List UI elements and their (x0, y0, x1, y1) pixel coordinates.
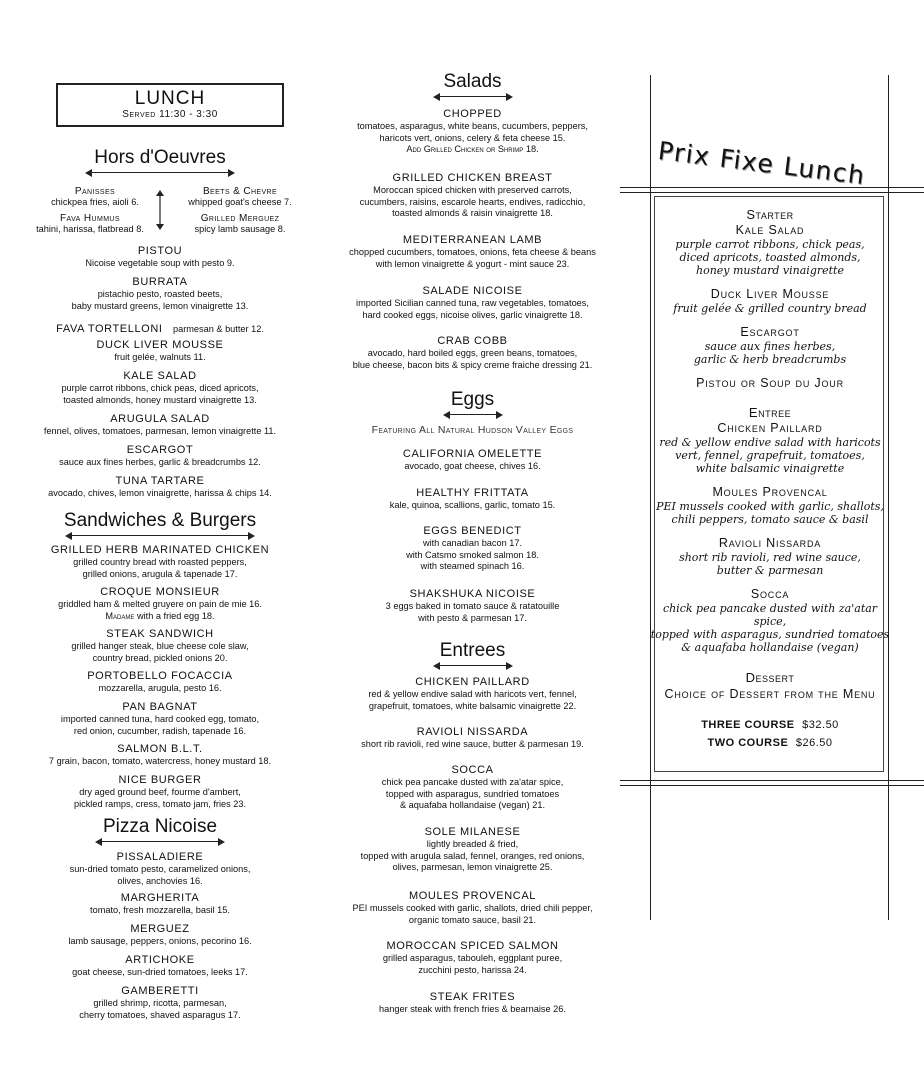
eggs-subtitle: Featuring All Natural Hudson Valley Eggs (371, 424, 574, 436)
item-variant-name: Madame (105, 610, 135, 621)
item-desc: cucumbers, raisins, escarole hearts, endives, radicchio, (359, 196, 586, 207)
eggs-title: Eggs (450, 389, 495, 410)
item-desc: grilled hanger steak, blue cheese cole slaw, (71, 641, 249, 651)
menu-item (330, 764, 615, 812)
item-name: ARUGULA SALAD (110, 413, 210, 425)
item-desc: hard cooked eggs, nicoise olives, garlic vinaigrette 18. (362, 309, 583, 320)
price-label: TWO COURSE (707, 737, 789, 749)
entrees-arrow (433, 662, 513, 670)
item-desc: grilled asparagus, tabouleh, eggplant puree, (382, 953, 563, 963)
menu-item (330, 487, 615, 512)
item-desc: organic tomato sauce, basil 21. (408, 914, 537, 925)
sandwiches-section-header (20, 510, 300, 540)
menu-item (20, 954, 300, 979)
item-name: SOCCA (451, 764, 494, 776)
item-desc: butter & parmesan (716, 564, 824, 577)
item-name: PISTOU (137, 245, 183, 257)
item-desc: purple carrot ribbons, chick peas, (675, 238, 865, 251)
item-desc: haricots vert, onions, celery & feta cheese 15. (379, 132, 566, 143)
item-name: CRAB COBB (437, 335, 508, 347)
prix-item (650, 536, 890, 577)
hors-pair-left-bottom (20, 213, 160, 235)
item-desc: olives, anchovies 16. (117, 875, 203, 886)
item-name: ESCARGOT (126, 444, 194, 456)
item-desc: purple carrot ribbons, chick peas, diced apricots, (61, 383, 259, 393)
item-name: Escargot (740, 325, 800, 339)
item-desc: spicy lamb sausage 8. (194, 224, 286, 234)
frame-line-top-2 (620, 192, 924, 193)
entrees-title: Entrees (439, 640, 506, 661)
item-name: Fava Hummus (60, 213, 120, 224)
menu-item (330, 588, 615, 624)
item-name: CALIFORNIA OMELETTE (402, 448, 543, 460)
item-desc: grilled shrimp, ricotta, parmesan, (93, 998, 227, 1008)
item-desc: pistachio pesto, roasted beets, (97, 289, 223, 299)
item-desc: zucchini pesto, harissa 24. (418, 964, 527, 975)
item-addon-price: 18. (523, 144, 539, 154)
hors-section-header (20, 147, 300, 177)
item-desc: & aquafaba hollandaise (vegan) (681, 641, 859, 654)
item-name: RAVIOLI NISSARDA (416, 726, 529, 738)
item-desc: baby mustard greens, lemon vinaigrette 13. (71, 300, 249, 311)
item-desc: with steamed spinach 16. (420, 561, 525, 571)
item-desc: country bread, pickled onions 20. (92, 652, 228, 663)
item-desc: griddled ham & melted gruyere on pain de mie 16. (58, 599, 262, 609)
item-desc: hanger steak with french fries & bearnaise 26. (379, 1004, 566, 1014)
item-desc: sauce aux fines herbes, (704, 340, 836, 353)
item-name: Chicken Paillard (717, 421, 823, 435)
menu-item (20, 743, 300, 768)
item-desc: with pesto & parmesan 17. (418, 612, 527, 623)
item-desc: parmesan & butter 12. (172, 324, 264, 334)
item-desc: chick pea pancake dusted with za'atar spice, (662, 602, 878, 628)
item-name: DUCK LIVER MOUSSE (96, 339, 224, 351)
item-name: Kale Salad (735, 223, 805, 237)
eggs-arrow (443, 411, 503, 419)
starter-heading: Starter (746, 207, 794, 222)
menu-item (20, 475, 300, 500)
item-desc: avocado, hard boiled eggs, green beans, tomatoes, (367, 348, 578, 358)
menu-item (20, 444, 300, 469)
item-desc: honey mustard vinaigrette (695, 264, 844, 277)
lunch-header-box (56, 83, 284, 127)
item-desc: fruit gelée, walnuts 11. (114, 352, 206, 362)
menu-item (20, 774, 300, 810)
item-name: HEALTHY FRITTATA (416, 487, 529, 499)
prix-item (650, 485, 890, 526)
item-desc: short rib ravioli, red wine sauce, (679, 551, 861, 564)
menu-item (330, 726, 615, 751)
item-name: STEAK FRITES (429, 991, 516, 1003)
entree-heading: Entree (748, 405, 792, 420)
item-name: Grilled Merguez (200, 213, 280, 224)
item-desc: dry aged ground beef, fourme d'ambert, (79, 787, 241, 797)
menu-item (20, 923, 300, 948)
item-variant-desc: with a fried egg 18. (134, 610, 215, 621)
item-name: KALE SALAD (123, 370, 197, 382)
item-name: SALADE NICOISE (422, 285, 523, 297)
menu-item (330, 335, 615, 371)
frame-line-bottom-1 (620, 780, 924, 781)
item-desc: diced apricots, toasted almonds, (679, 251, 861, 264)
item-desc: olives, parmesan, lemon vinaigrette 25. (392, 862, 553, 872)
frame-line-bottom-2 (620, 785, 924, 786)
item-desc: lightly breaded & fried, (426, 839, 519, 849)
item-desc: chopped cucumbers, tomatoes, onions, feta cheese & beans (349, 247, 596, 257)
prix-fixe-title: Prix Fixe Lunch (656, 136, 868, 191)
item-desc: tahini, harissa, flatbread 8. (36, 224, 144, 234)
item-desc: sauce aux fines herbes, garlic & breadcrumbs 12. (59, 457, 261, 467)
menu-item (20, 985, 300, 1021)
menu-item (20, 892, 300, 917)
item-desc: tomato, fresh mozzarella, basil 15. (90, 905, 230, 915)
item-desc: blue cheese, bacon bits & spicy creme fraiche dressing 21. (352, 359, 593, 370)
item-name: TUNA TARTARE (115, 475, 205, 487)
item-desc: topped with asparagus, sundried tomatoes (650, 628, 890, 641)
item-addon-name: Add Grilled Chicken or Shrimp (406, 144, 524, 154)
item-name: SOLE MILANESE (424, 826, 521, 838)
menu-item (20, 628, 300, 664)
item-desc: with canadian bacon 17. (422, 538, 523, 548)
item-desc: Moroccan spiced chicken with preserved carrots, (373, 185, 572, 195)
menu-item (20, 339, 300, 364)
item-desc: PEI mussels cooked with garlic, shallots, (656, 500, 884, 513)
item-name: Panisses (74, 186, 116, 197)
lunch-served-time: Served 11:30 - 3:30 (122, 109, 218, 120)
salads-section-header (330, 71, 615, 101)
item-desc: 3 eggs baked in tomato sauce & ratatouille (385, 601, 560, 611)
item-desc: mozzarella, arugula, pesto 16. (98, 683, 222, 693)
item-desc: white balsamic vinaigrette (695, 462, 845, 475)
item-desc: topped with arugula salad, fennel, oranges, red onions, (360, 850, 585, 861)
price-label: THREE COURSE (701, 719, 795, 731)
menu-item (330, 234, 615, 270)
item-name: MERGUEZ (130, 923, 190, 935)
item-name: GRILLED HERB MARINATED CHICKEN (50, 544, 270, 556)
dessert-heading: Dessert (745, 670, 795, 685)
menu-item (20, 319, 300, 337)
item-desc: 7 grain, bacon, tomato, watercress, honey mustard 18. (48, 756, 272, 766)
item-desc: cherry tomatoes, shaved asparagus 17. (79, 1009, 241, 1020)
prix-item (650, 223, 890, 277)
item-desc: fruit gelée & grilled country bread (673, 302, 867, 315)
menu-item (330, 285, 615, 321)
item-desc: kale, quinoa, scallions, garlic, tomato 15. (389, 500, 556, 510)
item-desc: chili peppers, tomato sauce & basil (671, 513, 869, 526)
sandwiches-title: Sandwiches & Burgers (63, 510, 257, 531)
item-name: CHICKEN PAILLARD (415, 676, 530, 688)
lunch-title: LUNCH (134, 88, 206, 109)
item-name: MARGHERITA (120, 892, 200, 904)
item-desc: topped with asparagus, sundried tomatoes (385, 788, 560, 799)
item-desc: grilled onions, arugula & tapenade 17. (82, 568, 238, 579)
menu-item (20, 245, 300, 270)
menu-item (330, 890, 615, 926)
prix-fixe-column (620, 0, 924, 1078)
item-name: GRILLED CHICKEN BREAST (392, 172, 553, 184)
hors-pair-right-top (180, 186, 300, 208)
item-desc: PEI mussels cooked with garlic, shallots, dried chili pepper, (352, 903, 593, 913)
item-name: Moules Provencal (712, 485, 828, 499)
menu-item (20, 670, 300, 695)
frame-line-top-1 (620, 187, 924, 188)
item-name: STEAK SANDWICH (106, 628, 214, 640)
pizza-section-header (20, 816, 300, 846)
item-name: MEDITERRANEAN LAMB (402, 234, 543, 246)
menu-item (330, 676, 615, 712)
item-name: CHOPPED (443, 108, 502, 120)
prix-item (650, 325, 890, 366)
vertical-double-arrow-icon (155, 190, 165, 230)
price-value: $32.50 (802, 719, 839, 731)
item-name: PAN BAGNAT (122, 701, 198, 713)
prix-item (650, 376, 890, 391)
pizza-title: Pizza Nicoise (102, 816, 218, 837)
item-desc: garlic & herb breadcrumbs (693, 353, 847, 366)
item-desc: fennel, olives, tomatoes, parmesan, lemon vinaigrette 11. (43, 426, 277, 436)
salads-arrow (433, 93, 513, 101)
menu-item (330, 525, 615, 573)
menu-item (20, 586, 300, 622)
menu-item (20, 701, 300, 737)
item-desc: Nicoise vegetable soup with pesto 9. (85, 258, 235, 268)
hors-arrow (85, 169, 235, 177)
dessert-item: Choice of Dessert from the Menu (664, 687, 876, 701)
prix-item (650, 421, 890, 475)
item-desc: imported Sicilian canned tuna, raw vegetables, tomatoes, (356, 298, 589, 308)
item-name: Ravioli Nissarda (718, 536, 822, 550)
hors-pair-right-bottom (180, 213, 300, 235)
two-course-price (650, 736, 890, 750)
item-desc: grapefruit, tomatoes, white balsamic vinaigrette 22. (368, 700, 577, 711)
item-desc: imported canned tuna, hard cooked egg, tomato, (60, 714, 260, 724)
sandwiches-arrow (65, 532, 255, 540)
item-name: SALMON B.L.T. (117, 743, 203, 755)
item-desc: red & yellow endive salad with haricots vert, fennel, (368, 689, 577, 699)
item-desc: short rib ravioli, red wine sauce, butter & parmesan 19. (361, 739, 584, 749)
item-desc: red onion, cucumber, radish, tapenade 16. (73, 725, 247, 736)
item-desc: toasted almonds & raisin vinaigrette 18. (392, 208, 553, 218)
price-value: $26.50 (795, 737, 833, 749)
item-desc: tomatoes, asparagus, white beans, cucumbers, peppers, (357, 121, 588, 131)
three-course-price (650, 718, 890, 732)
item-desc: lamb sausage, peppers, onions, pecorino 16. (68, 936, 252, 946)
item-name: PISSALADIERE (116, 851, 204, 863)
item-desc: vert, fennel, grapefruit, tomatoes, (675, 449, 865, 462)
item-name: MOULES PROVENCAL (409, 890, 536, 902)
pizza-arrow (95, 838, 225, 846)
menu-item (330, 826, 615, 874)
entrees-section-header (330, 640, 615, 670)
menu-item (330, 108, 615, 156)
item-desc: grilled country bread with roasted peppers, (73, 557, 247, 567)
item-name: EGGS BENEDICT (423, 525, 522, 537)
menu-item (20, 413, 300, 438)
item-desc: & aquafaba hollandaise (vegan) 21. (399, 800, 546, 810)
menu-item (20, 544, 300, 580)
hors-pair-left-top (40, 186, 150, 208)
menu-item (330, 448, 615, 473)
prix-item (650, 587, 890, 654)
prix-fixe-content (650, 207, 890, 750)
salads-title: Salads (443, 71, 502, 92)
menu-item (20, 851, 300, 887)
eggs-section-header (330, 389, 615, 419)
menu-item (20, 370, 300, 406)
item-name: NICE BURGER (118, 774, 202, 786)
item-name: PORTOBELLO FOCACCIA (87, 670, 233, 682)
item-name: Duck Liver Mousse (710, 287, 830, 301)
menu-item (330, 991, 615, 1016)
item-desc: avocado, goat cheese, chives 16. (404, 461, 541, 471)
item-desc: avocado, chives, lemon vinaigrette, harissa & chips 14. (48, 488, 272, 498)
item-desc: sun-dried tomato pesto, caramelized onions, (69, 864, 251, 874)
item-name: GAMBERETTI (121, 985, 199, 997)
item-name: BURRATA (132, 276, 188, 288)
item-desc: goat cheese, sun-dried tomatoes, leeks 17. (72, 967, 248, 977)
item-name: Beets & Chevre (202, 186, 278, 197)
item-name: CROQUE MONSIEUR (100, 586, 220, 598)
item-name: MOROCCAN SPICED SALMON (386, 940, 559, 952)
item-name: SHAKSHUKA NICOISE (409, 588, 536, 600)
menu-item (330, 940, 615, 976)
item-desc: chick pea pancake dusted with za'atar spice, (381, 777, 564, 787)
item-name: FAVA TORTELLONI (56, 323, 163, 335)
item-desc: with Catsmo smoked salmon 18. (406, 549, 539, 560)
prix-item (650, 287, 890, 315)
item-desc: red & yellow endive salad with haricots (659, 436, 881, 449)
item-name: Pistou or Soup du Jour (696, 376, 844, 390)
item-name: Socca (750, 587, 790, 601)
menu-item (330, 172, 615, 220)
item-desc: chickpea fries, aioli 6. (51, 197, 139, 207)
hors-title: Hors d'Oeuvres (94, 147, 226, 168)
item-desc: toasted almonds, honey mustard vinaigrette 13. (63, 394, 257, 405)
item-desc: pickled ramps, cress, tomato jam, fries 23. (73, 798, 247, 809)
item-name: ARTICHOKE (125, 954, 195, 966)
item-desc: with lemon vinaigrette & yogurt - mint sauce 23. (375, 258, 570, 269)
item-desc: whipped goat's cheese 7. (188, 197, 292, 207)
menu-item (20, 276, 300, 312)
